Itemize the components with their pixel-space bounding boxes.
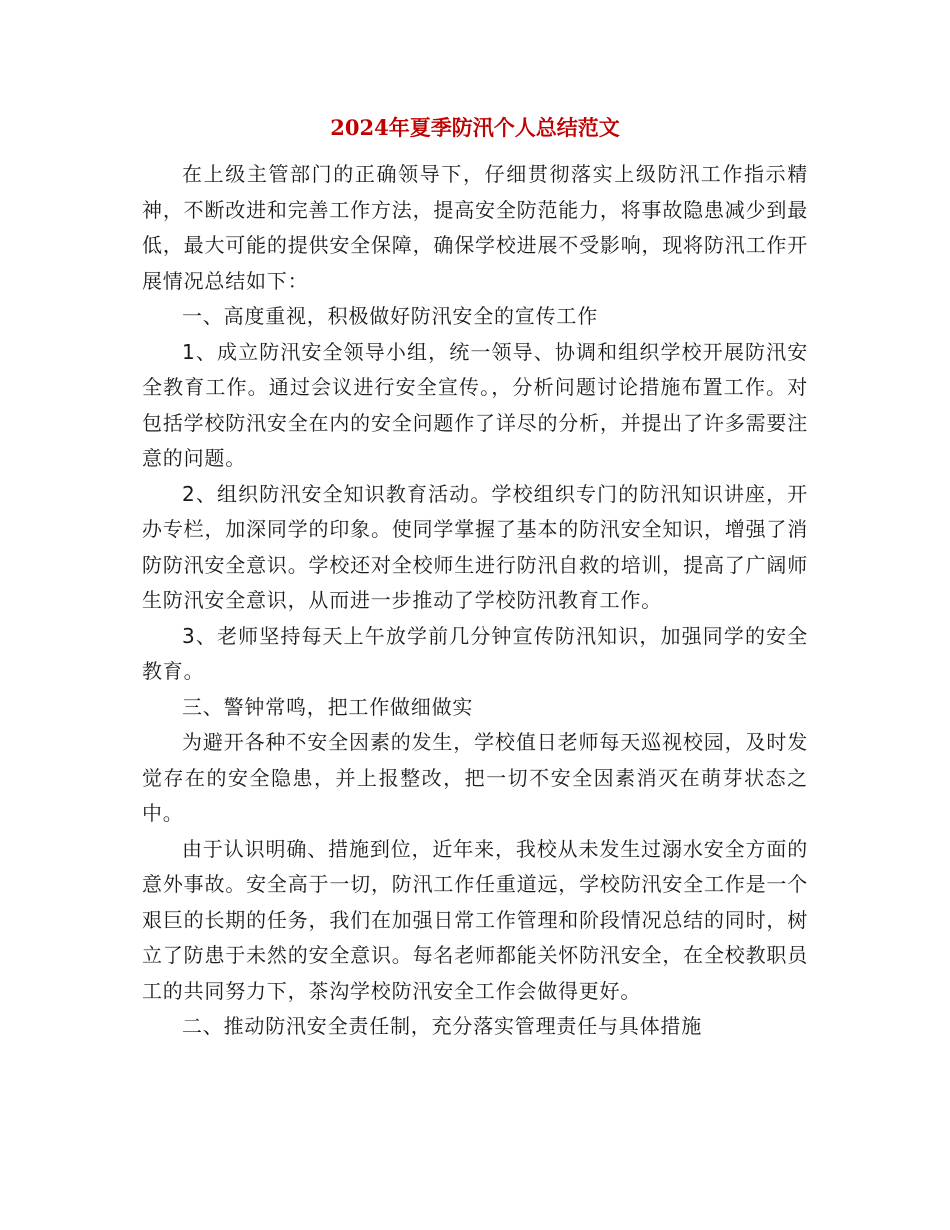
paragraph-intro: 在上级主管部门的正确领导下，仔细贯彻落实上级防汛工作指示精神，不断改进和完善工作方法，提高安全防范能力，将事故隐患减少到最低，最大可能的提供安全保障，确保学校进展不受影响，现将防汛工作开展情况总结如下： [142, 162, 808, 293]
paragraph-item-1: 1、成立防汛安全领导小组，统一领导、协调和组织学校开展防汛安全教育工作。通过会议进行安全宣传。，分析问题讨论措施布置工作。对包括学校防汛安全在内的安全问题作了详尽的分析，并提出了许多需要注意的问题。 [142, 339, 808, 470]
paragraph-item-3: 3、老师坚持每天上午放学前几分钟宣传防汛知识，加强同学的安全教育。 [142, 623, 808, 683]
section-heading-1: 一、高度重视，积极做好防汛安全的宣传工作 [182, 304, 598, 328]
document-body [142, 157, 808, 1045]
paragraph-item-2: 2、组织防汛安全知识教育活动。学校组织专门的防汛知识讲座，开办专栏，加深同学的印象。使同学掌握了基本的防汛安全知识，增强了消防防汛安全意识。学校还对全校师生进行防汛自救的培训，提高了广阔师生防汛安全意识，从而进一步推动了学校防汛教育工作。 [142, 481, 808, 612]
section-heading-2: 二、推动防汛安全责任制，充分落实管理责任与具体措施 [182, 1014, 702, 1038]
section-heading-3: 三、警钟常鸣，把工作做细做实 [182, 694, 474, 719]
document-title: 2024年夏季防汛个人总结范文 [330, 115, 620, 140]
paragraph-inspection: 为避开各种不安全因素的发生，学校值日老师每天巡视校园，及时发觉存在的安全隐患，并上报整改，把一切不安全因素消灭在萌芽状态之中。 [142, 730, 808, 825]
paragraph-conclusion: 由于认识明确、措施到位，近年来，我校从未发生过溺水安全方面的意外事故。安全高于一切，防汛工作任重道远，学校防汛安全工作是一个艰巨的长期的任务，我们在加强日常工作管理和阶段情况总结的同时，树立了防患于未然的安全意识。每名老师都能关怀防汛安全，在全校教职员工的共同努力下，茶沟学校防汛安全工作会做得更好。 [142, 836, 808, 1003]
